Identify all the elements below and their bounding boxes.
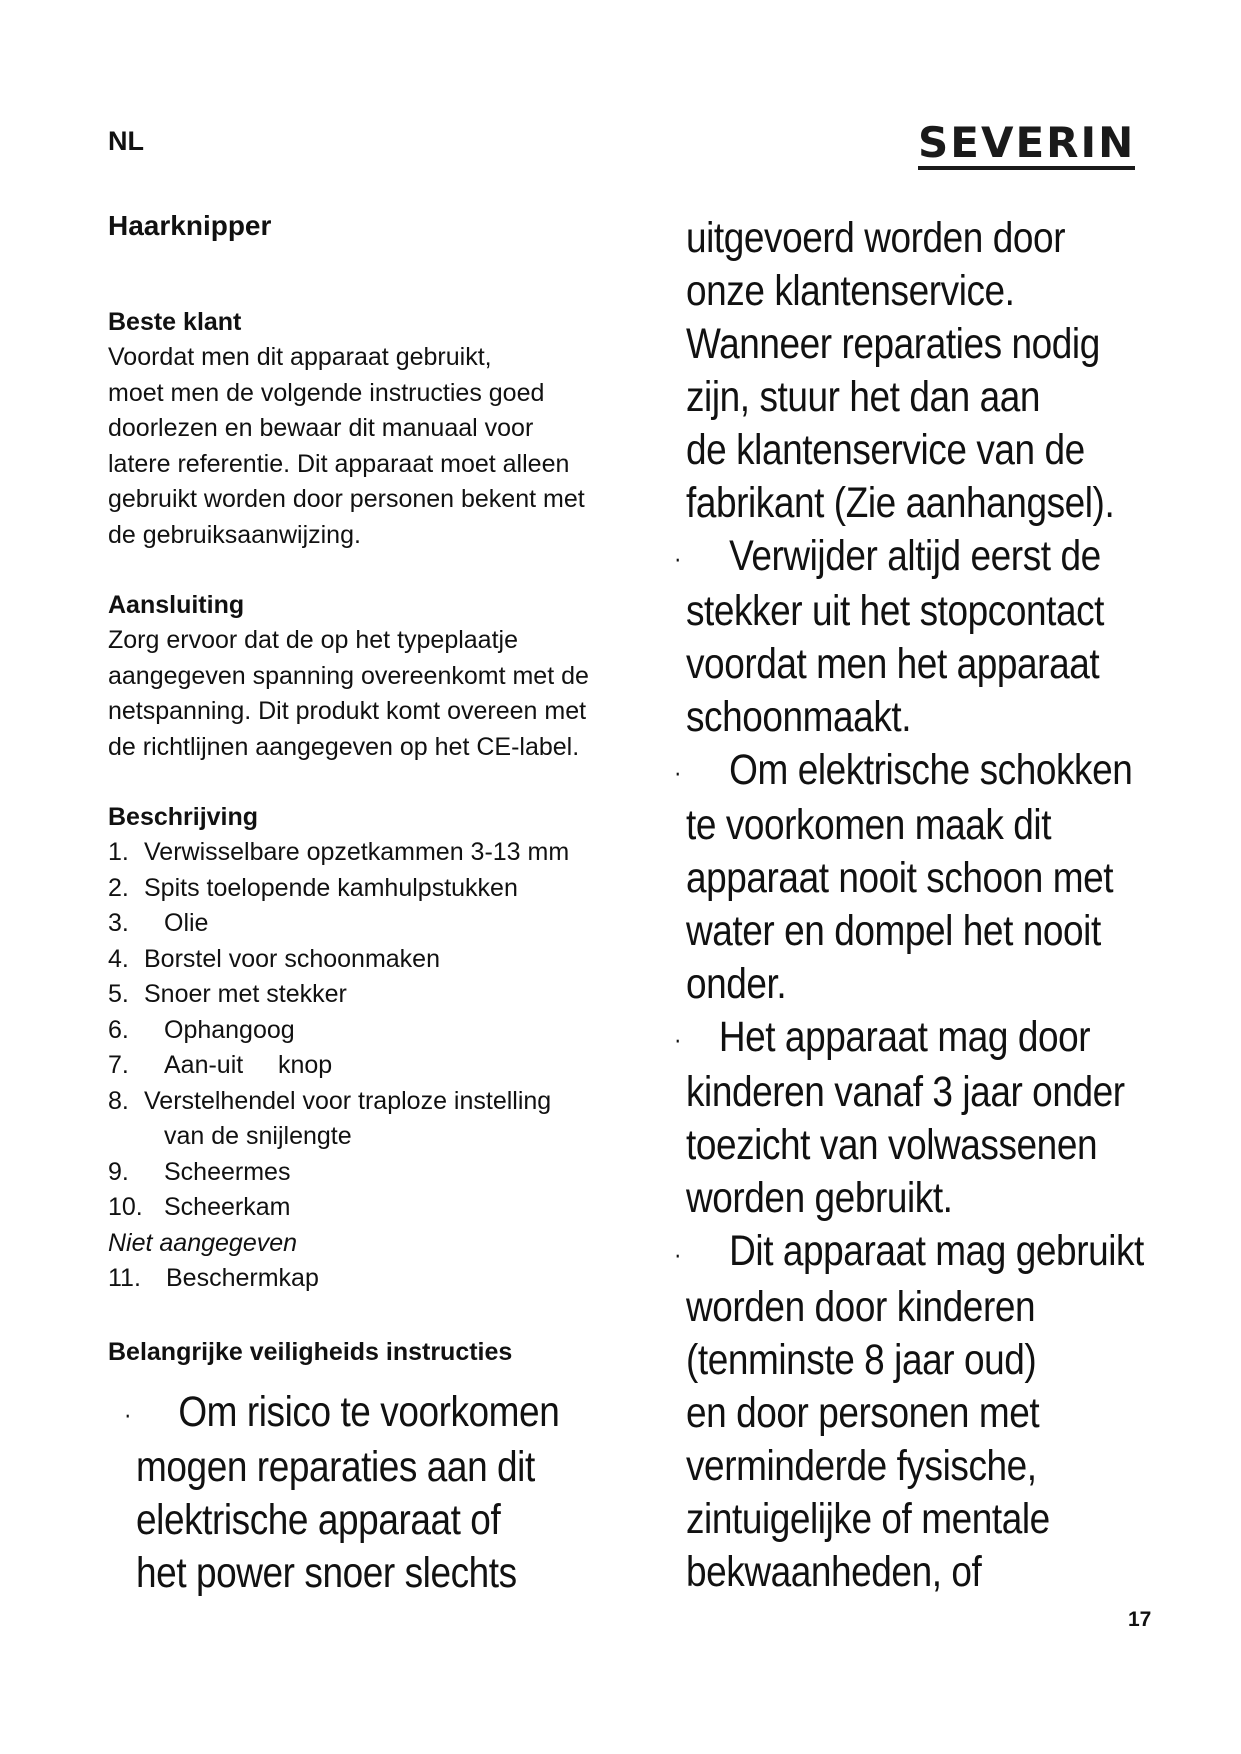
bullet-icon: ·: [673, 757, 681, 788]
list-item: 7. Aan-uit knop: [108, 1051, 333, 1079]
list-item: 8. Verstelhendel voor traploze instelling van de snijlengte: [108, 1086, 552, 1150]
list-item: 6. Ophangoog: [108, 1015, 295, 1044]
safety-heading: Belangrijke veiligheids instructies: [108, 1338, 513, 1366]
left-column: [108, 210, 628, 1370]
safety-bullet-3: · Om elektrische schokken: [674, 744, 1144, 799]
safety-bullet-2: · Verwijder altijd eerst de: [674, 530, 1144, 585]
description-heading: Beschrijving: [108, 803, 259, 831]
list-item: 11. Beschermkap: [108, 1263, 319, 1292]
description-list: [108, 835, 628, 1226]
safety-bullet-1: · Om risico te voorkomen mogen reparaties aan dit elektrische apparaat of het power snoer slechts: [124, 1388, 560, 1598]
connection-heading: Aansluiting: [108, 591, 245, 619]
brand-logo: SEVERIN: [918, 122, 1135, 170]
right-column: uitgevoerd worden door onze klantenservice. Wanneer reparaties nodig zijn, stuur het dan aan de klantenservice van de fabrikant (Zie aanhangsel). · Verwijder altijd eerst de stekker uit het stopcontact voordat men het apparaat schoonmaakt. · Om elektrische schokken te voorkomen maak dit apparaat nooit schoon met water en dompel het nooit onder. · Het apparaat mag door kinderen vanaf 3 jaar onder toezicht van volwassenen worden gebruikt. · Dit apparaat mag gebruikt worden door kinderen (tenminste 8 jaar oud) en door personen met verminderde fysische, zintuigelijke of mentale bekwaanheden, of: [673, 214, 1144, 1596]
bullet-icon: ·: [673, 1238, 681, 1269]
intro-heading: Beste klant: [108, 308, 242, 336]
connection-text: Zorg ervoor dat de op het typeplaatje aangegeven spanning overeenkomt met de netspanning. Dit produkt komt overeen met de richtlijnen aangegeven op het CE-label.: [108, 626, 589, 761]
intro-text: Voordat men dit apparaat gebruikt, moet men de volgende instructies goed doorlezen en bewaar dit manuaal voor latere referentie. Dit apparaat moet alleen gebruikt worden door personen bekent met de gebruiksaanwijzing.: [108, 343, 585, 549]
list-item: 2. Spits toelopende kamhulpstukken: [108, 873, 518, 902]
list-item: 1. Verwisselbare opzetkammen 3-13 mm: [108, 838, 570, 866]
not-shown-label: Niet aangegeven: [108, 1228, 298, 1257]
list-item: 3. Olie: [108, 909, 209, 937]
bullet-icon: ·: [673, 1024, 681, 1055]
page-title: Haarknipper: [108, 210, 272, 241]
bullet-icon: ·: [673, 543, 681, 574]
list-item: 5. Snoer met stekker: [108, 980, 347, 1008]
safety-bullet-5: · Dit apparaat mag gebruikt: [674, 1225, 1144, 1280]
list-item: 4. Borstel voor schoonmaken: [108, 944, 440, 973]
language-code: NL: [108, 126, 144, 156]
list-item: 9. Scheermes: [108, 1157, 291, 1186]
page-number: 17: [1128, 1608, 1152, 1631]
list-item: 10. Scheerkam: [108, 1193, 291, 1221]
safety-bullet-4: · Het apparaat mag door: [674, 1011, 1144, 1066]
bullet-icon: ·: [124, 1399, 132, 1430]
